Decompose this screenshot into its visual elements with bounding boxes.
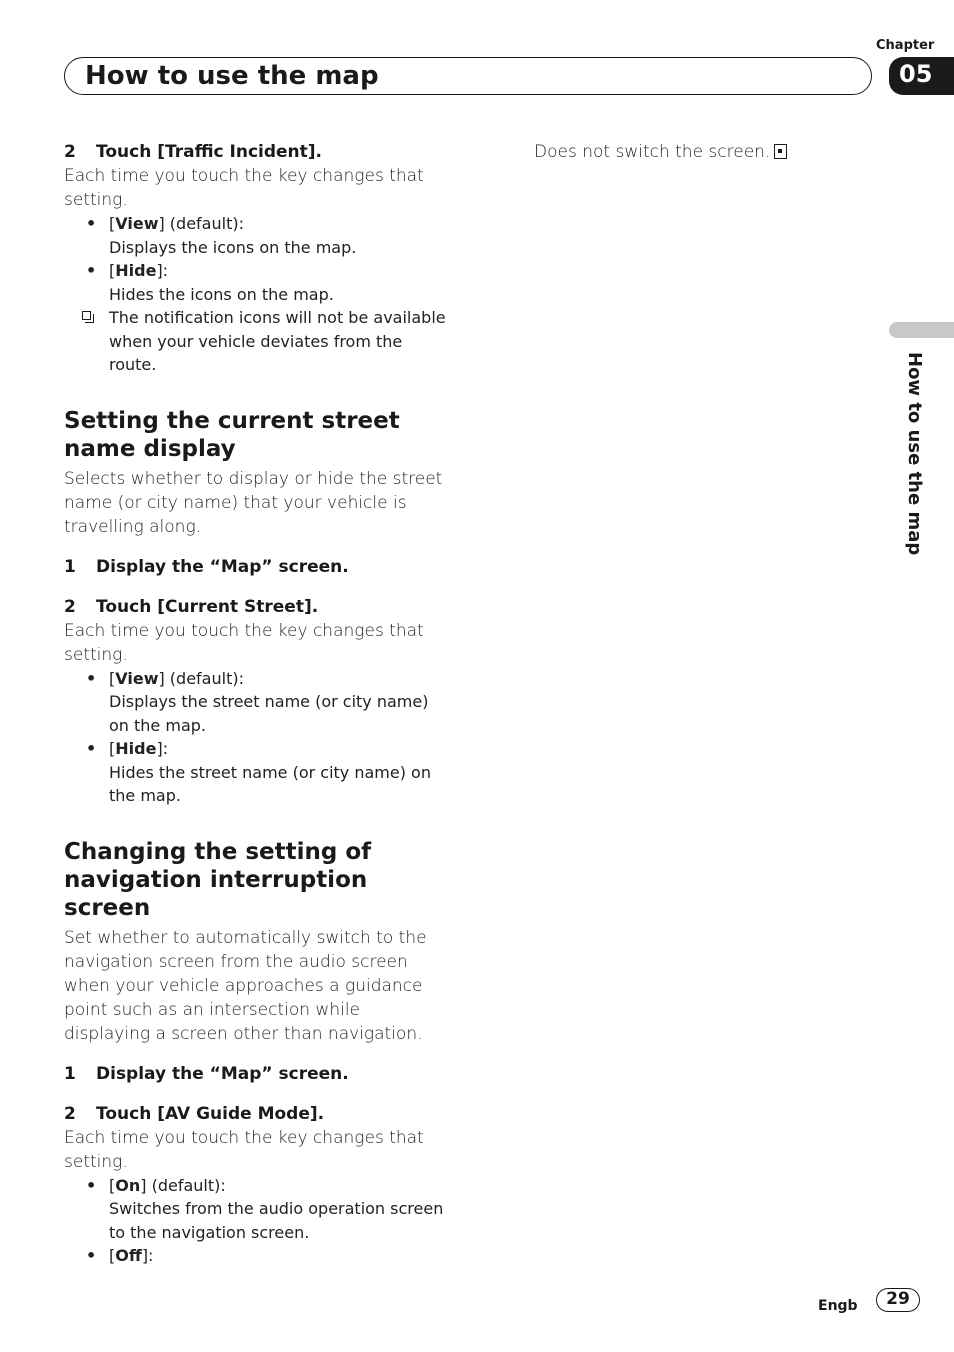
chapter-label: Chapter: [876, 38, 935, 53]
bullet-item: • [View] (default): Displays the icons on the map.: [86, 214, 357, 257]
section-heading: Setting the current street name display: [64, 407, 400, 462]
body-text: Each time you touch the key changes that setting.: [64, 1127, 424, 1172]
body-text: Selects whether to display or hide the street name (or city name) that your vehicle is travelling along.: [64, 468, 443, 537]
step-item: 1 Display the “Map” screen.: [64, 556, 349, 577]
note-item: The notification icons will not be available when your vehicle deviates from the route.: [64, 306, 448, 377]
step-item: 1 Display the “Map” screen.: [64, 1063, 349, 1084]
section-heading: Changing the setting of navigation interruption screen: [64, 838, 372, 921]
bullet-item: • [Hide]: Hides the street name (or city name) on the map.: [86, 739, 431, 805]
language-label: Engb: [818, 1298, 858, 1314]
body-text: Set whether to automatically switch to the navigation screen from the audio screen when your vehicle approaches a guidance point such as an intersection while displaying a screen other than navigation.: [64, 927, 427, 1044]
body-text: Each time you touch the key changes that setting.: [64, 166, 424, 210]
body-text: Does not switch the screen.: [534, 140, 864, 164]
step-item: 2 Touch [AV Guide Mode].: [64, 1103, 325, 1124]
page-number: 29: [876, 1288, 920, 1312]
note-checkbox-icon: [82, 311, 91, 320]
bullet-item: • [Off]:: [86, 1246, 154, 1265]
right-column: [534, 140, 864, 164]
header-bar: [64, 57, 872, 95]
body-text: Each time you touch the key changes that setting.: [64, 620, 424, 665]
chapter-number-badge: 05: [889, 57, 954, 95]
bullet-item: • [Hide]: Hides the icons on the map.: [86, 261, 334, 304]
end-of-section-icon: [774, 144, 787, 159]
step-item: 2 Touch [Current Street].: [64, 596, 319, 617]
side-tab-text: How to use the map: [904, 352, 925, 556]
page-title: How to use the map: [85, 61, 379, 91]
side-tab-marker: [889, 322, 954, 338]
step-item: 2 Touch [Traffic Incident].: [64, 142, 323, 162]
bullet-item: • [View] (default): Displays the street name (or city name) on the map.: [86, 668, 429, 735]
left-column: [64, 140, 448, 1268]
bullet-item: • [On] (default): Switches from the audio operation screen to the navigation screen.: [86, 1175, 444, 1242]
